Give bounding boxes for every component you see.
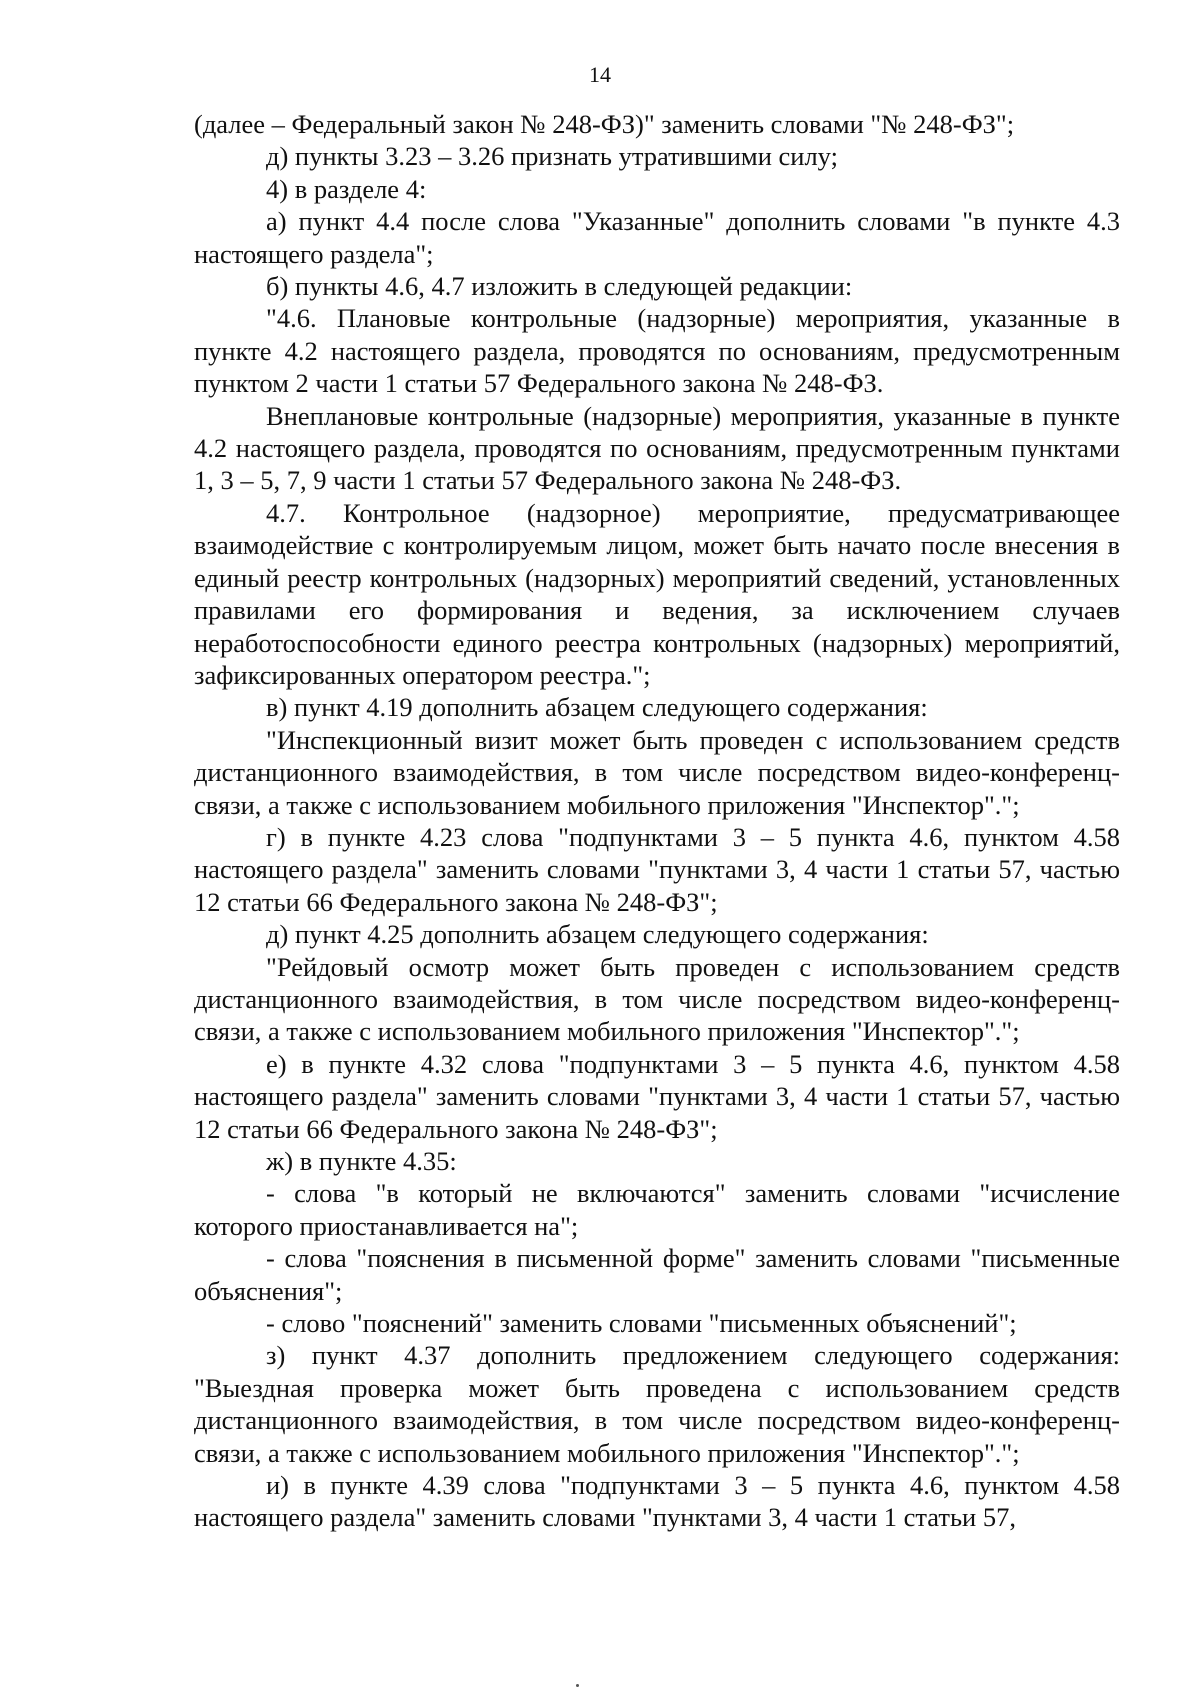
paragraph: 4) в разделе 4: <box>266 173 427 204</box>
paragraph: - слова "пояснения в письменной форме" заменить словами "письменные объяснения"; <box>194 1243 1120 1306</box>
paragraph: з) пункт 4.37 дополнить предложением следующего содержания: "Выездная проверка может быть проведена с использованием средств дистанционного взаимодействия, в том числе посредством видео-конференц-связи, а также с использованием мобильного приложения "Инспектор"."; <box>194 1340 1120 1468</box>
paragraph: - слово "пояснений" заменить словами "письменных объяснений"; <box>266 1308 1017 1339</box>
paragraph: Внеплановые контрольные (надзорные) мероприятия, указанные в пункте 4.2 настоящего раздела, проводятся по основаниям, предусмотренным пунктами 1, 3 – 5, 7, 9 части 1 статьи 57 Федерального закона № 248-ФЗ. <box>194 400 1120 496</box>
paragraph: "4.6. Плановые контрольные (надзорные) мероприятия, указанные в пункте 4.2 настоящего раздела, проводятся по основаниям, предусмотренным пунктом 2 части 1 статьи 57 Федерального закона № 248-ФЗ. <box>194 303 1120 399</box>
paragraph: б) пункты 4.6, 4.7 изложить в следующей редакции: <box>266 271 853 302</box>
scan-speck <box>576 1684 579 1687</box>
paragraph: "Инспекционный визит может быть проведен с использованием средств дистанционного взаимодействия, в том числе посредством видео-конференц-связи, а также с использованием мобильного приложения "Инспектор"."; <box>194 724 1120 820</box>
paragraph: а) пункт 4.4 после слова "Указанные" дополнить словами "в пункте 4.3 настоящего раздела"; <box>194 206 1120 269</box>
paragraph: и) в пункте 4.39 слова "подпунктами 3 – 5 пункта 4.6, пунктом 4.58 настоящего раздела" заменить словами "пунктами 3, 4 части 1 статьи 57, <box>194 1470 1120 1533</box>
paragraph: г) в пункте 4.23 слова "подпунктами 3 – 5 пункта 4.6, пунктом 4.58 настоящего раздела" заменить словами "пунктами 3, 4 части 1 статьи 57, частью 12 статьи 66 Федерального закона № 248-ФЗ"; <box>194 821 1120 917</box>
paragraph: д) пункты 3.23 – 3.26 признать утратившими силу; <box>266 141 838 172</box>
paragraph: (далее – Федеральный закон № 248-ФЗ)" заменить словами "№ 248-ФЗ"; <box>194 109 1015 139</box>
paragraph: ж) в пункте 4.35: <box>266 1146 457 1176</box>
paragraph: в) пункт 4.19 дополнить абзацем следующего содержания: <box>266 692 928 723</box>
paragraph: 4.7. Контрольное (надзорное) мероприятие, предусматривающее взаимодействие с контролируемым лицом, может быть начато после внесения в единый реестр контрольных (надзорных) мероприятий сведений, установленных правилами его формирования и ведения, за исключением случаев неработоспособности единого реестра контрольных (надзорных) мероприятий, зафиксированных оператором реестра."; <box>194 497 1120 690</box>
document-body <box>194 108 1120 1534</box>
paragraph: - слова "в который не включаются" заменить словами "исчисление которого приостанавливается на"; <box>194 1178 1120 1241</box>
paragraph: е) в пункте 4.32 слова "подпунктами 3 – 5 пункта 4.6, пунктом 4.58 настоящего раздела" заменить словами "пунктами 3, 4 части 1 статьи 57, частью 12 статьи 66 Федерального закона № 248-ФЗ"; <box>194 1048 1120 1144</box>
paragraph: д) пункт 4.25 дополнить абзацем следующего содержания: <box>266 919 929 950</box>
paragraph: "Рейдовый осмотр может быть проведен с использованием средств дистанционного взаимодействия, в том числе посредством видео-конференц-связи, а также с использованием мобильного приложения "Инспектор"."; <box>194 951 1120 1047</box>
page-number: 14 <box>589 62 611 87</box>
